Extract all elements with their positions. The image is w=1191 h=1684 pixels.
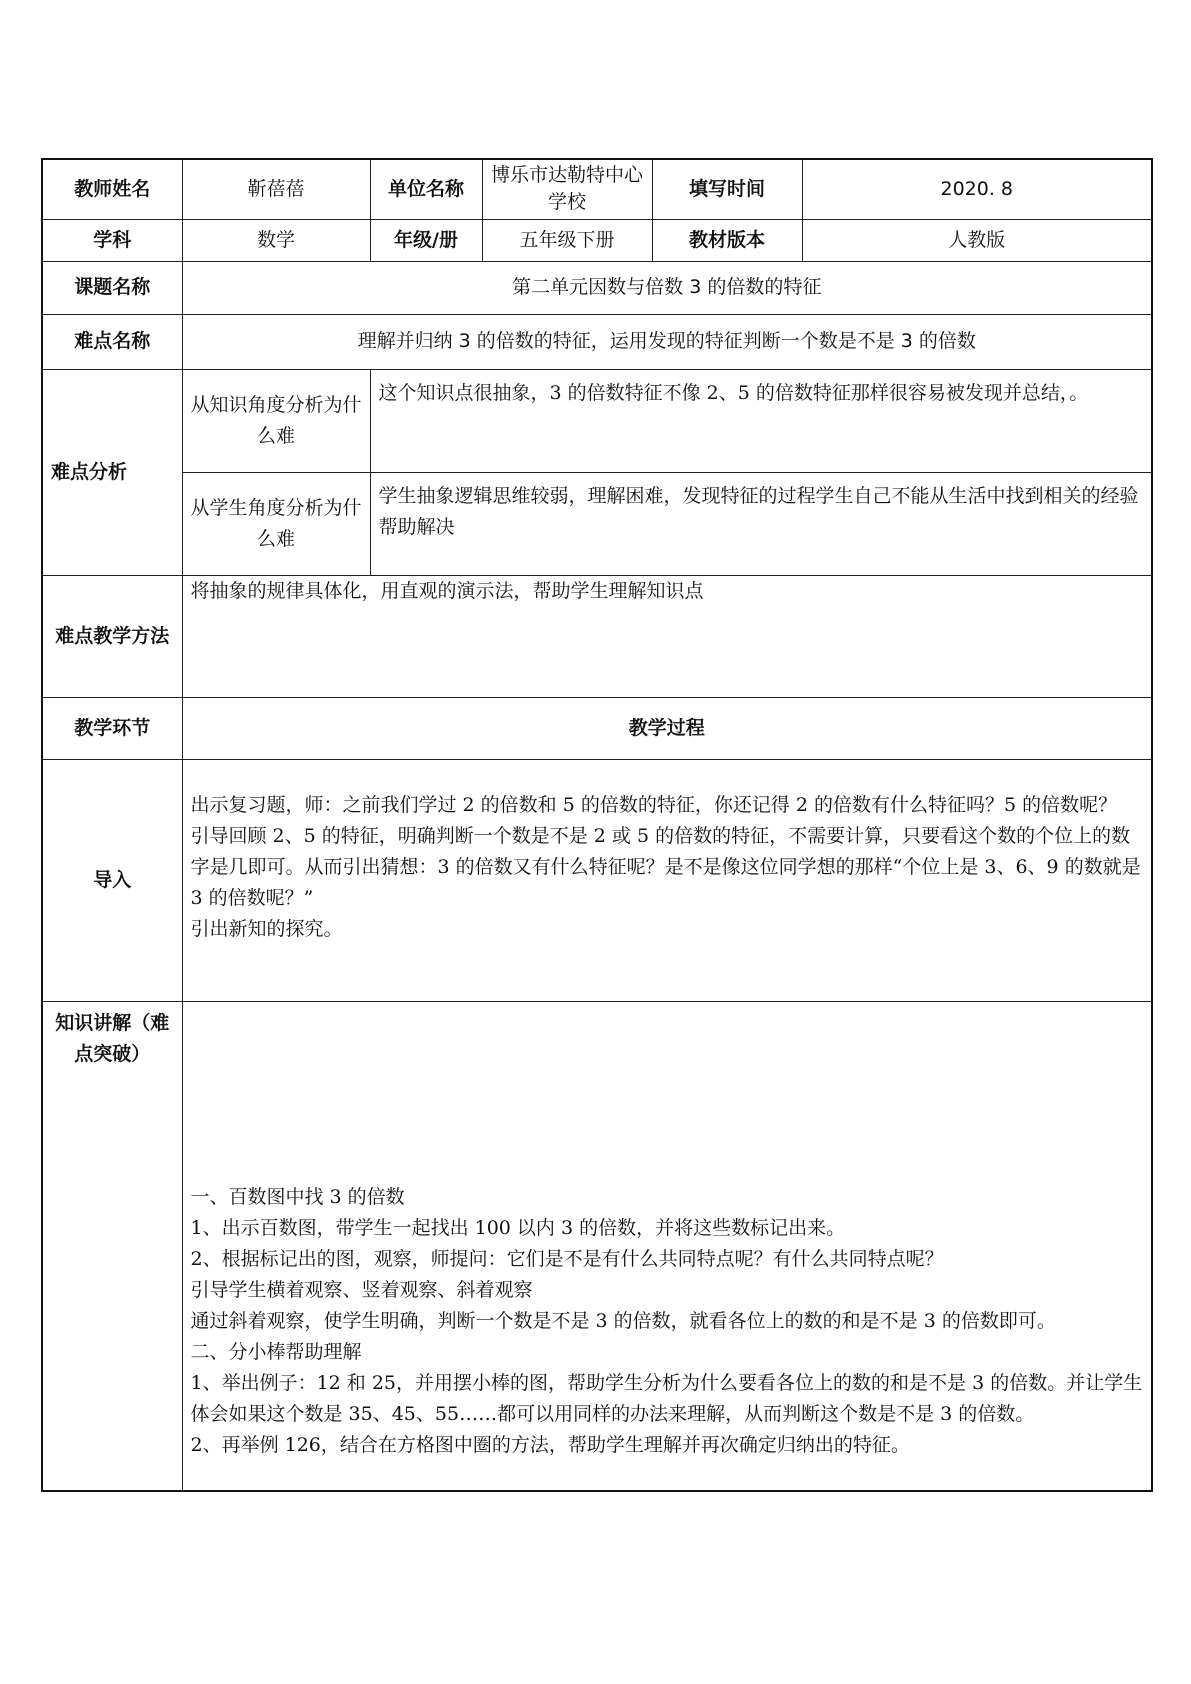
intro-paragraph: 引出新知的探究。 [190, 917, 343, 940]
stage-header-row [42, 697, 1152, 759]
knowledge-paragraph: 通过斜着观察，使学生明确，判断一个数是不是 3 的倍数，就看各位上的数的和是不是 3 的倍数即可。 [190, 1309, 1056, 1332]
knowledge-paragraph: 1、举出例子：12 和 25，并用摆小棒的图，帮助学生分析为什么要看各位上的数的和是不是 3 的倍数。并让学生体会如果这个数是 35、45、55……都可以用同样的办法来理解，从而判断这个数是不是 3 的倍数。 [190, 1371, 1143, 1425]
teacher-name-value: 靳蓓蓓 [182, 159, 370, 219]
info-row-1 [42, 159, 1152, 219]
intro-paragraph: 引导回顾 2、5 的特征，明确判断一个数是不是 2 或 5 的倍数的特征，不需要计算，只要看这个数的个位上的数字是几即可。从而引出猜想：3 的倍数又有什么特征呢？是不是像这位同学想的那样“个位上是 3、6、9 的数就是 3 的倍数呢？” [190, 824, 1141, 909]
grade-value: 五年级下册 [482, 219, 652, 261]
knowledge-angle-text: 这个知识点很抽象，3 的倍数特征不像 2、5 的倍数特征那样很容易被发现并总结，。 [370, 369, 1152, 472]
intro-paragraph: 出示复习题，师：之前我们学过 2 的倍数和 5 的倍数的特征，你还记得 2 的倍数有什么特征吗？5 的倍数呢？ [190, 793, 1118, 816]
topic-row [42, 261, 1152, 314]
method-text: 将抽象的规律具体化，用直观的演示法，帮助学生理解知识点 [182, 575, 1152, 697]
method-row [42, 575, 1152, 697]
student-angle-label: 从学生角度分析为什么难 [182, 472, 370, 575]
topic-label: 课题名称 [42, 261, 182, 314]
unit-name-value: 博乐市达勒特中心学校 [482, 159, 652, 219]
analysis-row-knowledge [42, 369, 1152, 472]
info-row-2 [42, 219, 1152, 261]
knowledge-angle-label: 从知识角度分析为什么难 [182, 369, 370, 472]
knowledge-paragraph: 2、根据标记出的图，观察，师提问：它们是不是有什么共同特点呢？有什么共同特点呢？ [190, 1247, 944, 1270]
knowledge-paragraph: 一、百数图中找 3 的倍数 [190, 1185, 405, 1208]
knowledge-paragraph: 2、再举例 126，结合在方格图中圈的方法，帮助学生理解并再次确定归纳出的特征。 [190, 1433, 910, 1456]
fill-date-label: 填写时间 [652, 159, 802, 219]
stage-header-label: 教学环节 [42, 697, 182, 759]
intro-label: 导入 [42, 759, 182, 1001]
fill-date-value: 2020. 8 [802, 159, 1152, 219]
grade-label: 年级/册 [370, 219, 482, 261]
unit-name-label: 单位名称 [370, 159, 482, 219]
analysis-label: 难点分析 [42, 369, 182, 575]
lesson-plan-table [41, 158, 1153, 1492]
knowledge-body [182, 1001, 1152, 1491]
knowledge-row [42, 1001, 1152, 1491]
knowledge-paragraph: 1、出示百数图，带学生一起找出 100 以内 3 的倍数，并将这些数标记出来。 [190, 1216, 846, 1239]
difficulty-label: 难点名称 [42, 314, 182, 369]
edition-label: 教材版本 [652, 219, 802, 261]
subject-value: 数学 [182, 219, 370, 261]
edition-value: 人教版 [802, 219, 1152, 261]
student-angle-text: 学生抽象逻辑思维较弱，理解困难，发现特征的过程学生自己不能从生活中找到相关的经验帮助解决 [370, 472, 1152, 575]
teacher-name-label: 教师姓名 [42, 159, 182, 219]
intro-row [42, 759, 1152, 1001]
knowledge-paragraph: 二、分小棒帮助理解 [190, 1340, 362, 1363]
stage-header-value: 教学过程 [182, 697, 1152, 759]
knowledge-label: 知识讲解（难点突破） [42, 1001, 182, 1491]
method-label: 难点教学方法 [42, 575, 182, 697]
difficulty-row [42, 314, 1152, 369]
analysis-row-student [42, 472, 1152, 575]
topic-value: 第二单元因数与倍数 3 的倍数的特征 [182, 261, 1152, 314]
difficulty-value: 理解并归纳 3 的倍数的特征，运用发现的特征判断一个数是不是 3 的倍数 [182, 314, 1152, 369]
intro-body [182, 759, 1152, 1001]
knowledge-paragraph: 引导学生横着观察、竖着观察、斜着观察 [190, 1278, 533, 1301]
subject-label: 学科 [42, 219, 182, 261]
